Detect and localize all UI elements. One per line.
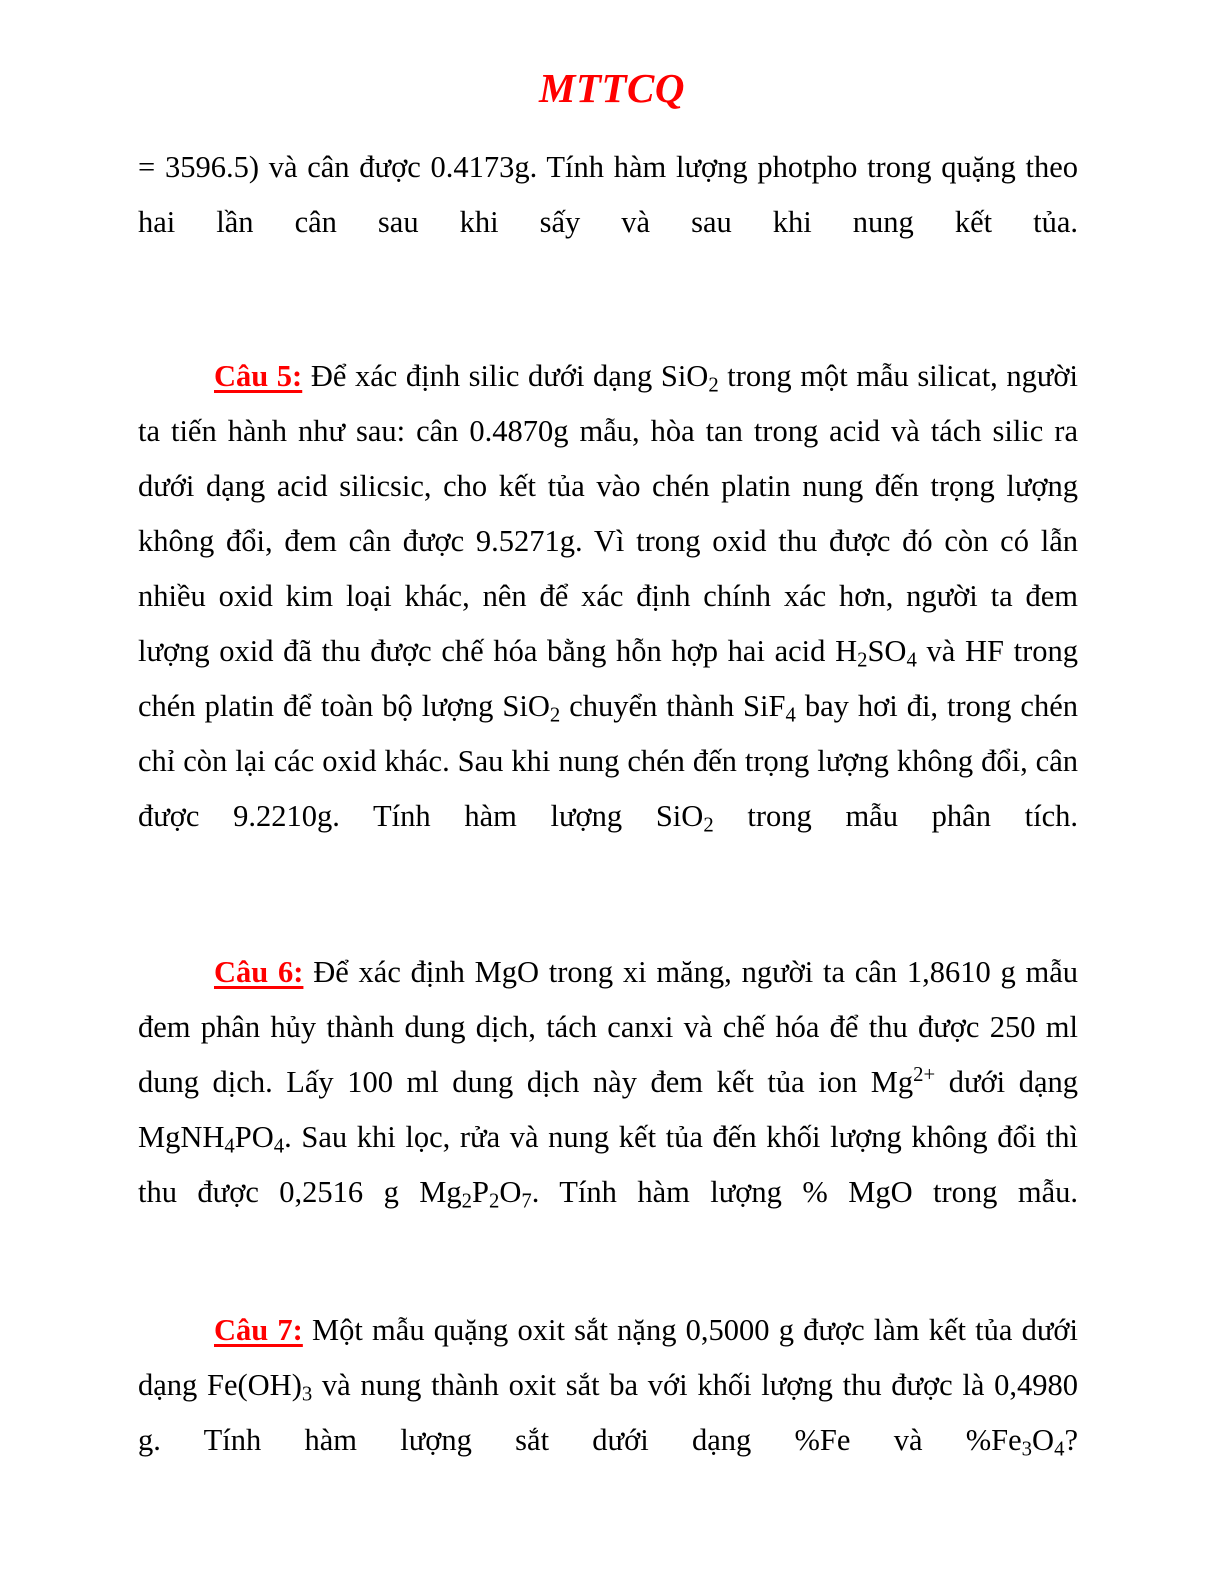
cau5-sub1: 2	[708, 374, 719, 397]
cau5-seg2: trong một mẫu silicat, người ta tiến hành như sau: cân 0.4870g mẫu, hòa tan trong acid và tách silic ra dưới dạng acid silicsic, cho kết tủa vào chén platin nung đến trọng lượng không đổi, đem cân được 9.5271g. Vì trong oxid thu được đó còn có lẫn nhiều oxid kim loại khác, nên để xác định chính xác hơn, người ta đem lượng oxid đã thu được chế hóa bằng hỗn hợp hai acid H	[138, 359, 1079, 668]
cau5-sub4: 2	[549, 704, 561, 727]
cau5-seg6: bay hơi đi, trong chén chỉ còn lại các oxid khác. Sau khi nung chén đến trọng lượng không đổi, cân được 9.2210g. Tính hàm lượng SiO	[138, 689, 1078, 833]
cau6-seg4: . Sau khi lọc, rửa và nung kết tủa đến khối lượng không đổi thì thu được 0,2516 g Mg	[138, 1120, 1078, 1209]
question-label-cau-5: Câu 5:	[214, 359, 303, 393]
cau6-seg2: dưới dạng MgNH	[138, 1065, 1078, 1154]
cau6-sub2: 4	[273, 1135, 285, 1158]
cau5-seg5: chuyển thành SiF	[560, 689, 786, 723]
cau7-seg1: Một mẫu quặng oxit sắt nặng 0,5000 g được làm kết tủa dưới dạng Fe(OH)	[138, 1313, 1078, 1402]
document-body	[138, 140, 1078, 1523]
cau6-sup1: 2+	[913, 1064, 936, 1087]
cau6-sub4: 2	[489, 1190, 500, 1213]
cau7-seg3: O	[1032, 1423, 1055, 1457]
cau6-seg6: O	[499, 1175, 522, 1209]
cau6-sub1: 4	[224, 1135, 235, 1158]
page-title: MTTCQ	[539, 65, 685, 111]
paragraph-cau-6	[138, 945, 1078, 1275]
paragraph-cau-5	[138, 349, 1078, 899]
cau5-seg3: SO	[867, 634, 907, 668]
cau7-sub3: 4	[1054, 1438, 1065, 1461]
cau5-sub5: 4	[785, 704, 796, 727]
cau7-sub2: 3	[1021, 1438, 1033, 1461]
cau5-seg7: trong mẫu phân tích.	[713, 799, 1078, 833]
cau5-seg1: Để xác định silic dưới dạng SiO	[310, 359, 709, 393]
cau5-sub3: 4	[906, 649, 917, 672]
cau6-seg3: PO	[234, 1120, 274, 1154]
cau6-seg7: . Tính hàm lượng % MgO trong mẫu.	[531, 1175, 1078, 1209]
cau5-seg4: và HF trong chén platin để toàn bộ lượng SiO	[138, 634, 1078, 723]
question-label-cau-6: Câu 6:	[214, 955, 304, 989]
paragraph-cau-7	[138, 1303, 1078, 1523]
cau6-sub3: 2	[461, 1190, 473, 1213]
cau7-sub1: 3	[301, 1383, 313, 1406]
cau7-seg2: và nung thành oxit sắt ba với khối lượng thu được là 0,4980 g. Tính hàm lượng sắt dưới dạng %Fe và %Fe	[138, 1368, 1078, 1457]
cau6-seg1: Để xác định MgO trong xi măng, người ta cân 1,8610 g mẫu đem phân hủy thành dung dịch, tách canxi và chế hóa để thu được 250 ml dung dịch. Lấy 100 ml dung dịch này đem kết tủa ion Mg	[138, 955, 1079, 1099]
cau5-sub6: 2	[703, 814, 714, 837]
cau6-seg5: P	[472, 1175, 490, 1209]
paragraph-intro	[138, 140, 1078, 305]
cau7-seg4: ?	[1064, 1423, 1078, 1457]
cau6-sub5: 7	[521, 1190, 532, 1213]
intro-text: = 3596.5) và cân được 0.4173g. Tính hàm lượng photpho trong quặng theo hai lần cân sau khi sấy và sau khi nung kết tủa.	[138, 150, 1078, 239]
question-label-cau-7: Câu 7:	[214, 1313, 303, 1347]
cau5-sub2: 2	[857, 649, 868, 672]
